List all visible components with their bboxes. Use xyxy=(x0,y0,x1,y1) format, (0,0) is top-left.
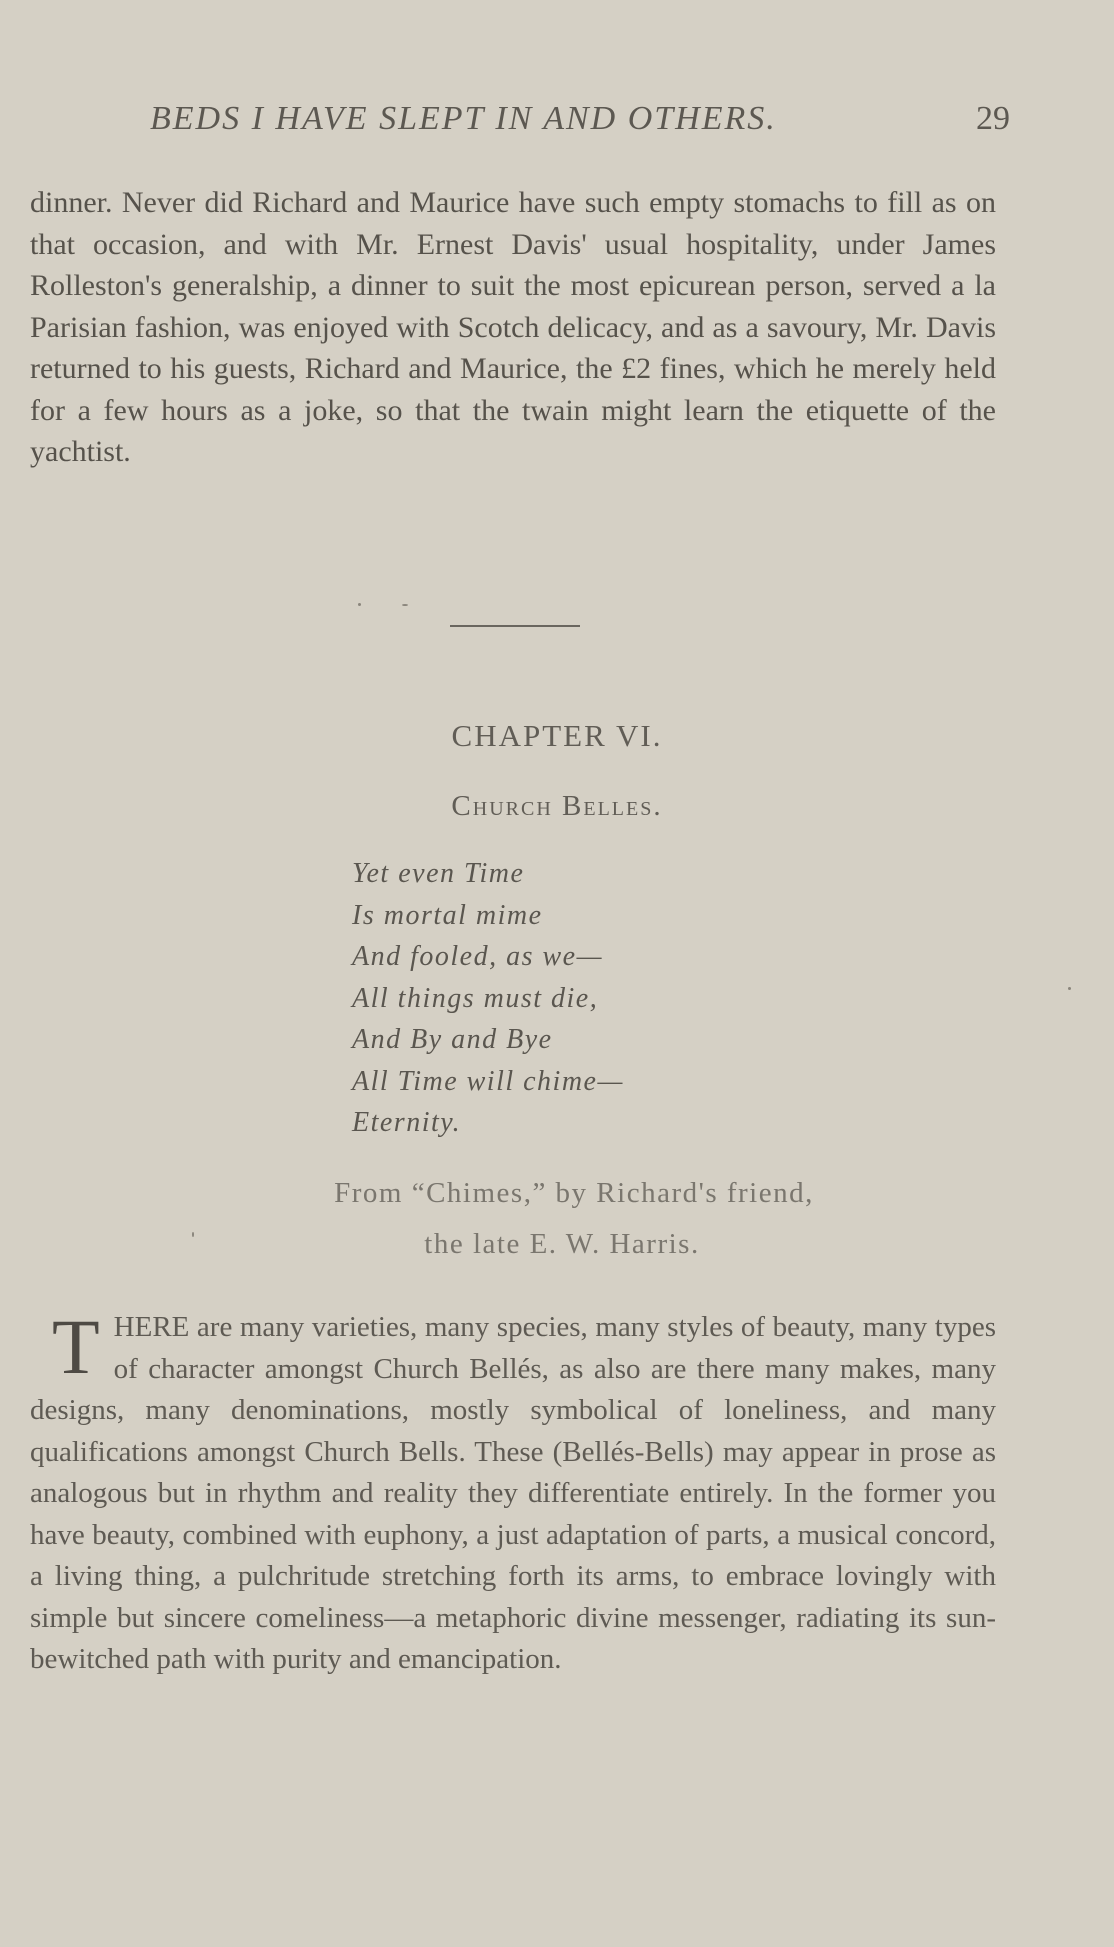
attribution-line: the late E. W. Harris. xyxy=(424,1228,700,1260)
ink-speck xyxy=(402,604,408,606)
chapter-number: CHAPTER VI. xyxy=(451,718,663,753)
poem-line: All Time will chime— xyxy=(352,1065,624,1097)
ink-speck xyxy=(192,1232,194,1237)
section-divider-rule xyxy=(450,625,580,627)
running-title: BEDS I HAVE SLEPT IN AND OTHERS. xyxy=(150,100,777,137)
poem-line: Yet even Time xyxy=(352,858,525,889)
chapter-title: Church Belles. xyxy=(451,790,663,822)
ink-speck xyxy=(1068,987,1071,990)
ink-speck xyxy=(358,603,361,606)
poem-line: And By and Bye xyxy=(352,1024,553,1055)
page-number: 29 xyxy=(976,100,1010,137)
epigraph-poem xyxy=(352,853,852,1144)
chapter-body-paragraph xyxy=(30,1303,996,1681)
epigraph-attribution xyxy=(0,1168,1114,1270)
drop-cap: T xyxy=(52,1303,100,1390)
opening-paragraph: dinner. Never did Richard and Maurice have such empty stomachs to fill as on that occasion, and with Mr. Ernest Davis' usual hospitality, under James Rolleston's generalship, a dinner to suit the most epicurean person, served a la Parisian fashion, was enjoyed with Scotch delicacy, and as a savoury, Mr. Davis returned to his guests, Richard and Maurice, the £2 fines, which he merely held for a few hours as a joke, so that the twain might learn the etiquette of the yachtist. xyxy=(30,186,996,468)
poem-line: And fooled, as we— xyxy=(352,941,603,972)
poem-line: All things must die, xyxy=(352,982,599,1014)
poem-line: Eternity. xyxy=(352,1107,462,1138)
poem-line: Is mortal mime xyxy=(352,899,543,931)
attribution-line: From “Chimes,” by Richard's friend, xyxy=(334,1177,814,1209)
body-text: HERE are many varieties, many species, many styles of beauty, many types of character amongst Church Bellés, as also are there many makes, many designs, many denominations, mostly symbolical of loneliness, and many qualifications amongst Church Bells. These (Bellés-Bells) may appear in prose as analogous but in rhythm and reality they differentiate entirely. In the former you have beauty, combined with euphony, a just adaptation of parts, a musical concord, a living thing, a pulchritude stretching forth its arms, to embrace lovingly with simple but sincere comeliness—a metaphoric divine messenger, radiating its sun-bewitched path with purity and emancipation. xyxy=(30,1311,996,1675)
running-head xyxy=(150,100,1010,150)
